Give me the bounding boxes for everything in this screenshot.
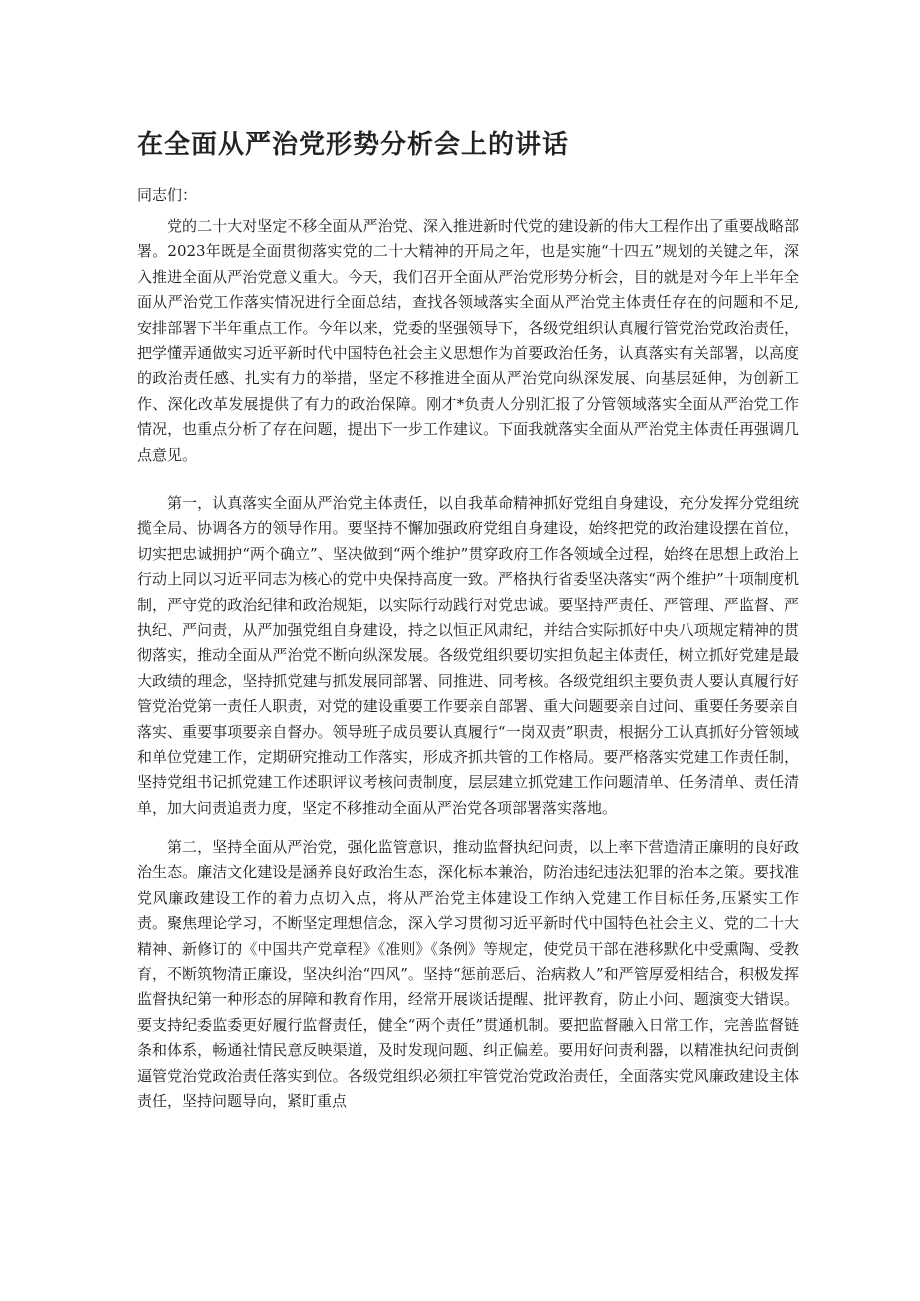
paragraph-second-point: 第二，坚持全面从严治党，强化监管意识，推动监督执纪问责，以上率下营造清正廉明的良好政治生态。廉洁文化建设是涵养良好政治生态，深化标本兼治，防治违纪违法犯罪的治本之策。要找准党风廉政建设工作的着力点切入点，将从严治党主体建设工作纳入党建工作目标任务,压紧实工作责。聚焦理论学习，不断坚定理想信念，深入学习贯彻习近平新时代中国特色社会主义、党的二十大精神、新修订的《中国共产党章程》《准则》《条例》等规定，使党员干部在港移默化中受熏陶、受教育，不断筑物清正廉设，坚决纠治“四风”。坚持“惩前恶后、治病救人”和严管厚爱相结合，积极发挥监督执纪第一种形态的屏障和教育作用，经常开展谈话提醒、批评教育，防止小问、题演变大错误。要支持纪委监委更好履行监督责任，健全“两个责任”贯通机制。要把监督融入日常工作，完善监督链条和体系，畅通社情民意反映渠道，及时发现问题、纠正偏差。要用好问责利器，以精准执纪问责倒逼管党治党政治责任落实到位。各级党组织必须扛牢管党治党政治责任，全面落实党风廉政建设主体责任，坚持问题导向，紧盯重点 [137, 838, 799, 1111]
greeting: 同志们： [137, 186, 198, 204]
document-title: 在全面从严治党形势分析会上的讲话 [137, 130, 570, 160]
paragraph-first-point: 第一，认真落实全面从严治党主体责任，以自我革命精神抓好党组自身建设，充分发挥分党组统揽全局、协调各方的领导作用。要坚持不懈加强政府党组自身建设，始终把党的政治建设摆在首位，切实把忠诚拥护“两个确立”、坚决做到“两个维护”贯穿政府工作各领域全过程，始终在思想上政治上行动上同以习近平同志为核心的党中央保持高度一致。严格执行省委坚决落实“两个维护”十项制度机制，严守党的政治纪律和政治规矩，以实际行动践行对党忠诚。要坚持严责任、严管理、严监督、严执纪、严问责，从严加强党组自身建设，持之以恒正风肃纪，并结合实际抓好中央八项规定精神的贯彻落实，推动全面从严治党不断向纵深发展。各级党组织要切实担负起主体责任，树立抓好党建是最大政绩的理念，坚持抓党建与抓发展同部署、同推进、同考核。各级党组织主要负责人要认真履行好管党治党第一责任人职责，对党的建设重要工作要亲自部署、重大问题要亲自过问、重要任务要亲自落实、重要事项要亲自督办。领导班子成员要认真履行“一岗双责”职责，根据分工认真抓好分管领域和单位党建工作，定期研究推动工作落实，形成齐抓共管的工作格局。要严格落实党建工作责任制，坚持党组书记抓党建工作述职评议考核问责制度，层层建立抓党建工作问题清单、任务清单、责任清单，加大问责追责力度，坚定不移推动全面从严治党各项部署落实落地。 [137, 494, 799, 817]
paragraph-intro: 党的二十大对坚定不移全面从严治党、深入推进新时代党的建设新的伟大工程作出了重要战略部署。2023年既是全面贯彻落实党的二十大精神的开局之年，也是实施“十四五”规划的关键之年，深入推进全面从严治党意义重大。今天，我们召开全面从严治党形势分析会，目的就是对今年上半年全面从严治党工作落实情况进行全面总结，查找各领域落实全面从严治党主体责任存在的问题和不足,安排部署下半年重点工作。今年以来，党委的坚强领导下，各级党组织认真履行管党治党政治责任，把学懂弄通做实习近平新时代中国特色社会主义思想作为首要政治任务，认真落实有关部署，以高度的政治责任感、扎实有力的举措，坚定不移推进全面从严治党向纵深发展、向基层延伸，为创新工作、深化改革发展提供了有力的政治保障。刚才*负责人分别汇报了分管领域落实全面从严治党工作情况，也重点分析了存在问题，提出下一步工作建议。下面我就落实全面从严治党主体责任再强调几点意见。 [137, 217, 799, 464]
